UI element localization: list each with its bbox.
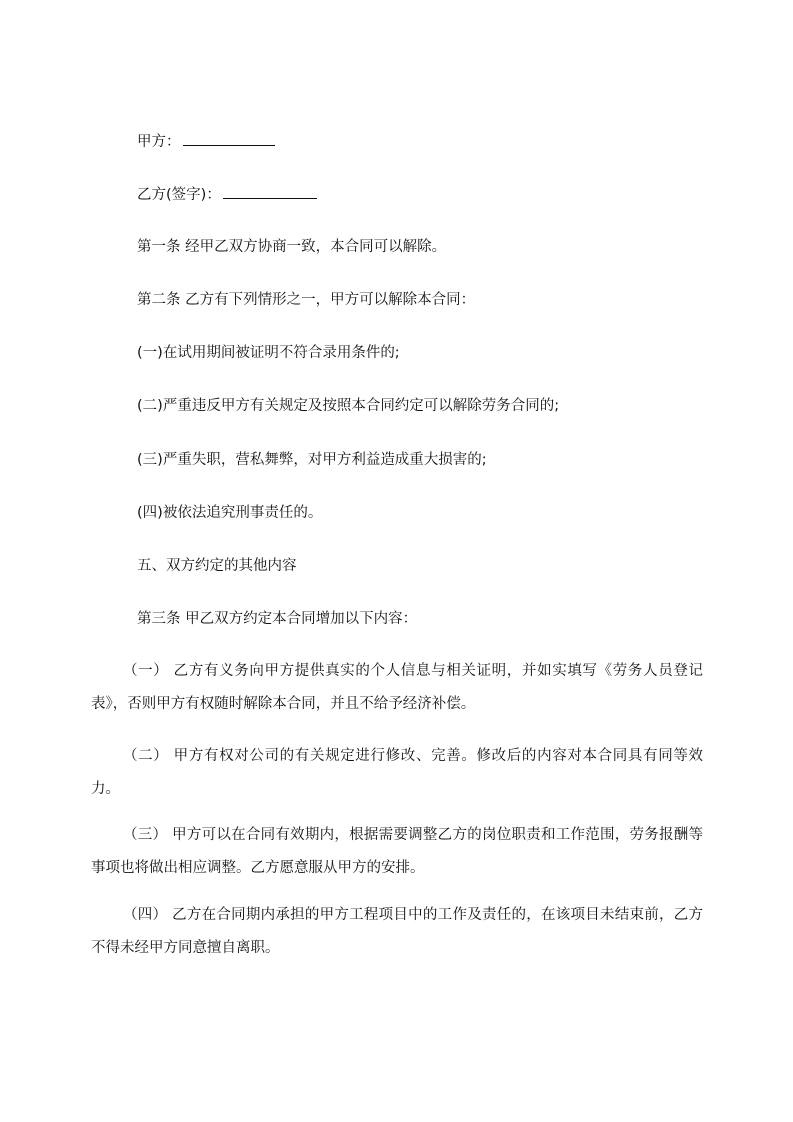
party-a-blank[interactable]	[183, 131, 275, 146]
clause-1: （一） 乙方有义务向甲方提供真实的个人信息与相关证明，并如实填写《劳务人员登记表》，否则甲方有权随时解除本合同，并且不给予经济补偿。	[91, 663, 703, 712]
article-1: 第一条 经甲乙双方协商一致，本合同可以解除。	[137, 239, 447, 255]
clause-3: （三） 甲方可以在合同有效期内，根据需要调整乙方的岗位职责和工作范围，劳务报酬等事项也将做出相应调整。乙方愿意服从甲方的安排。	[91, 827, 703, 876]
party-b-signature-line	[137, 184, 317, 205]
party-b-blank[interactable]	[223, 184, 317, 199]
article-3: 第三条 甲乙双方约定本合同增加以下内容：	[137, 611, 418, 627]
party-a-signature-line	[137, 131, 275, 152]
article-2-item-2: (二)严重违反甲方有关规定及按照本合同约定可以解除劳务合同的;	[137, 398, 560, 414]
article-2: 第二条 乙方有下列情形之一，甲方可以解除本合同：	[137, 292, 476, 308]
party-a-label: 甲方：	[137, 134, 181, 150]
clause-2: （二） 甲方有权对公司的有关规定进行修改、完善。修改后的内容对本合同具有同等效力。	[91, 748, 703, 797]
article-2-item-3: (三)严重失职，营私舞弊，对甲方利益造成重大损害的;	[137, 452, 487, 468]
section-5-heading: 五、双方约定的其他内容	[137, 558, 297, 574]
party-b-label: 乙方(签字)：	[137, 187, 221, 203]
article-2-item-1: (一)在试用期间被证明不符合录用条件的;	[137, 345, 400, 361]
clause-4: （四） 乙方在合同期内承担的甲方工程项目中的工作及责任的，在该项目未结束前，乙方不得未经甲方同意擅自离职。	[91, 907, 703, 956]
article-2-item-4: (四)被依法追究刑事责任的。	[137, 505, 323, 521]
